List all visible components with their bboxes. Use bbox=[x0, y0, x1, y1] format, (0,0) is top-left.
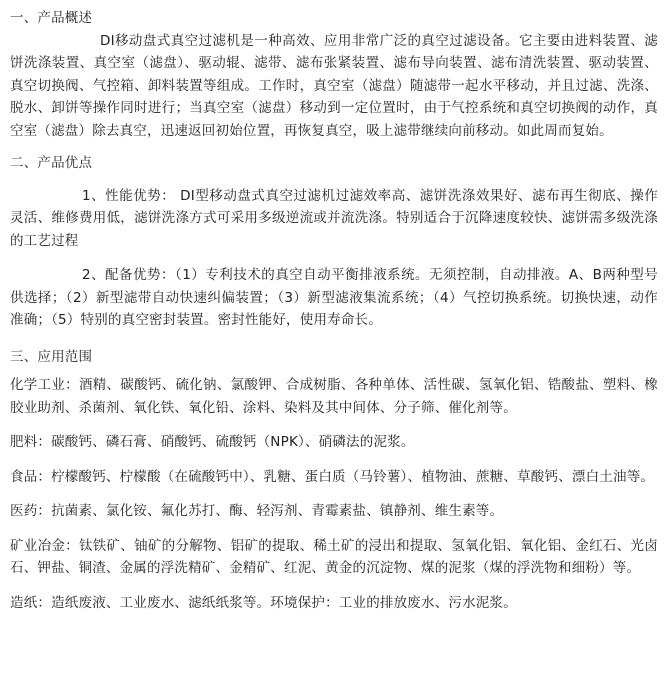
performance-advantage-paragraph: 1、性能优势： DI型移动盘式真空过滤机过滤效率高、滤饼洗涤效果好、滤布再生彻底、操作灵活、维修费用低，滤饼洗涤方式可采用多级逆流或并流洗涤。特别适合于沉降速度较快、滤饼需多级洗涤的工艺过程 bbox=[10, 187, 658, 249]
applications-heading: 三、应用范围 bbox=[10, 348, 93, 365]
application-chemical-paragraph: 化学工业：酒精、碳酸钙、硫化钠、氯酸钾、合成树脂、各种单体、活性碳、氢氧化铝、锆酸盐、塑料、橡胶业助剂、杀菌剂、氧化铁、氧化铅、涂料、染料及其中间体、分子筛、催化剂等。 bbox=[10, 377, 658, 416]
advantages-heading: 二、产品优点 bbox=[10, 155, 93, 171]
overview-paragraph: DI移动盘式真空过滤机是一种高效、应用非常广泛的真空过滤设备。它主要由进料装置、滤饼洗涤装置、真空室（滤盘）、驱动辊、滤带、滤布张紧装置、滤布导向装置、滤布清洗装置、驱动装置、真空切换阀、气控箱、卸料装置等组成。工作时，真空室（滤盘）随滤带一起水平移动，并且过滤、洗涤、脱水、卸饼等操作同时进行；当真空室（滤盘）移动到一定位置时，由于气控系统和真空切换阀的动作，真空室（滤盘）除去真空，迅速返回初始位置，再恢复真空，吸上滤带继续向前移动。如此周而复始。 bbox=[10, 32, 658, 139]
application-food-paragraph: 食品：柠檬酸钙、柠檬酸（在硫酸钙中）、乳糖、蛋白质（马铃薯）、植物油、蔗糖、草酸钙、漂白土油等。 bbox=[10, 468, 655, 485]
application-medicine-paragraph: 医药：抗菌素、氯化铵、氟化苏打、酶、轻泻剂、青霉素盐、镇静剂、维生素等。 bbox=[10, 503, 504, 519]
overview-heading: 一、产品概述 bbox=[10, 10, 93, 26]
application-fertilizer-paragraph: 肥料：碳酸钙、磷石膏、硝酸钙、硫酸钙（NPK）、硝磷法的泥浆。 bbox=[10, 434, 415, 450]
configuration-advantage-paragraph: 2、配备优势：（1）专利技术的真空自动平衡排液系统。无须控制，自动排液。A、B两种型号供选择；（2）新型滤带自动快速纠偏装置；（3）新型滤液集流系统；（4）气控切换系统。切换快速，动作准确；（5）特别的真空密封装置。密封性能好，使用寿命长。 bbox=[10, 267, 658, 328]
application-mining-paragraph: 矿业冶金：钛铁矿、铀矿的分解物、铝矿的提取、稀土矿的浸出和提取、氢氧化铝、氧化铝、金红石、光卤石、钾盐、铜渣、金属的浮洗精矿、金精矿、红泥、黄金的沉淀物、煤的泥浆（煤的浮洗物和细粉）等。 bbox=[10, 537, 658, 576]
application-papermaking-paragraph: 造纸：造纸废液、工业废水、滤纸纸浆等。环境保护：工业的排放废水、污水泥浆。 bbox=[10, 594, 517, 611]
